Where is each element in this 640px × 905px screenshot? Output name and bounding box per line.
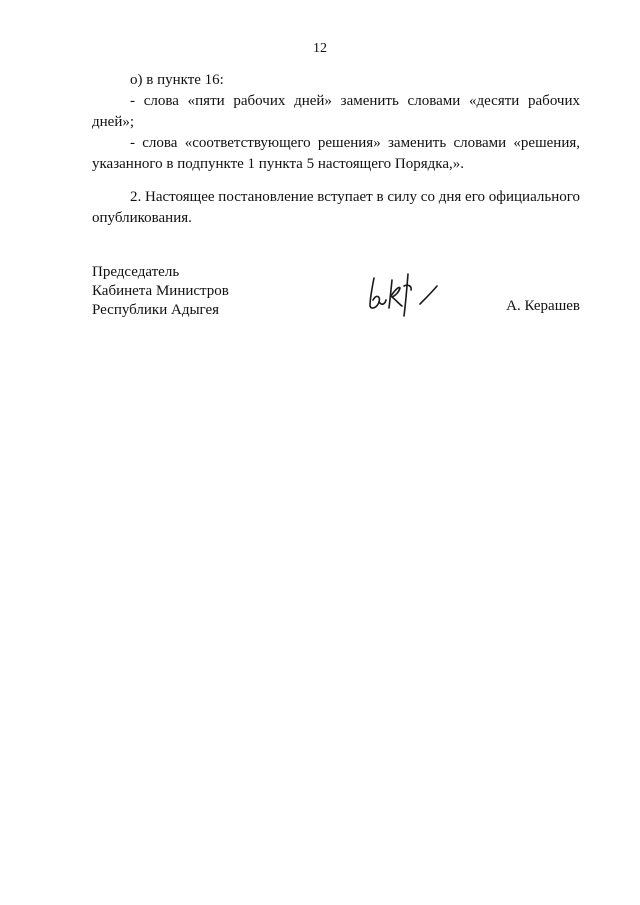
- signer-name: А. Керашев: [506, 298, 580, 314]
- document-body: [92, 70, 580, 229]
- signatory-title-line: Кабинета Министров: [92, 283, 229, 299]
- paragraph-subitem-1: - слова «пяти рабочих дней» заменить словами «десяти рабочих дней»;: [92, 93, 580, 130]
- signatory-title-line: Республики Адыгея: [92, 302, 220, 318]
- signatory-title-line: Председатель: [92, 264, 180, 280]
- paragraph-subitem-2: - слова «соответствующего решения» заменить словами «решения, указанного в подпункте 1 пункта 5 настоящего Порядка,».: [92, 135, 580, 172]
- paragraph-item-o: о) в пункте 16:: [130, 72, 224, 88]
- page-number: 12: [313, 41, 327, 56]
- signatory-title: [92, 263, 229, 320]
- paragraph-clause-2: 2. Настоящее постановление вступает в силу со дня его официального опубликования.: [92, 189, 580, 226]
- handwritten-signature: [364, 264, 444, 320]
